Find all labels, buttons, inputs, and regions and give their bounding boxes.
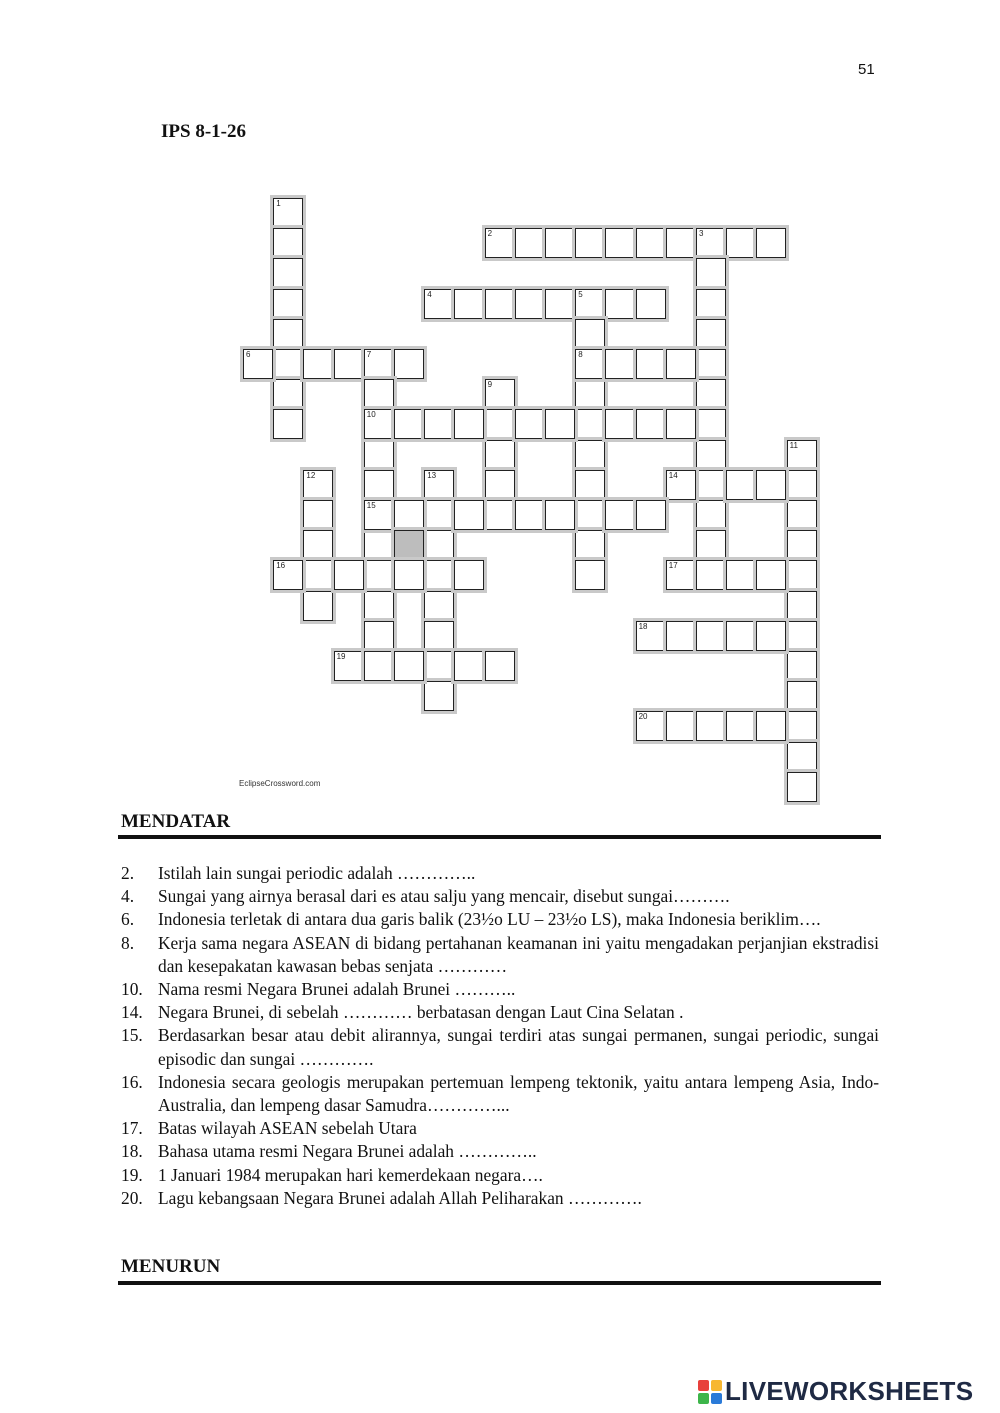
clue-item-number: 2. [121, 863, 135, 883]
mendatar-clue-list [121, 862, 879, 1210]
crossword-cell[interactable] [273, 228, 303, 258]
clue-item-text: Istilah lain sungai periodic adalah ………….. [158, 863, 476, 883]
clue-item [121, 1117, 879, 1140]
crossword-cell[interactable] [726, 470, 756, 500]
crossword-cell[interactable] [424, 621, 454, 651]
logo-square-yellow [711, 1380, 722, 1391]
clue-item [121, 932, 879, 978]
crossword-cell[interactable] [726, 711, 756, 741]
clue-item-number: 6. [121, 909, 135, 930]
crossword-cell[interactable] [454, 409, 484, 439]
crossword-cell[interactable] [334, 651, 364, 681]
crossword-cell[interactable] [575, 228, 605, 258]
crossword-cell[interactable] [364, 409, 394, 439]
clue-item [121, 862, 879, 885]
crossword-cell[interactable] [787, 681, 817, 711]
crossword-cell[interactable] [666, 409, 696, 439]
crossword-cell[interactable] [394, 349, 424, 379]
crossword-cell[interactable] [605, 500, 635, 530]
crossword-cell[interactable] [787, 591, 817, 621]
crossword-cell[interactable] [575, 319, 605, 349]
crossword-cell[interactable] [485, 409, 515, 439]
clue-number: 9 [487, 380, 493, 390]
clue-item-text: Sungai yang airnya berasal dari es atau salju yang mencair, disebut sungai………. [158, 886, 730, 907]
clue-item [121, 885, 879, 908]
crossword-cell[interactable] [696, 409, 726, 439]
crossword-cell[interactable] [394, 651, 424, 681]
mendatar-rule [118, 835, 881, 839]
crossword-cell[interactable] [364, 379, 394, 409]
crossword-cell[interactable] [787, 560, 817, 590]
crossword-cell[interactable] [424, 530, 454, 560]
crossword-cell[interactable] [787, 440, 817, 470]
clue-item-number: 4. [121, 886, 135, 907]
crossword-cell[interactable] [726, 228, 756, 258]
crossword-cell[interactable] [424, 681, 454, 711]
clue-number: 17 [668, 561, 678, 571]
liveworksheets-logo[interactable] [698, 1376, 973, 1407]
crossword-cell[interactable] [273, 258, 303, 288]
clue-item-number: 15. [121, 1025, 143, 1046]
clue-item-number: 16. [121, 1071, 143, 1092]
crossword-cell[interactable] [364, 349, 394, 379]
clue-item-text: Lagu kebangsaan Negara Brunei adalah Allah Peliharakan …………. [158, 1187, 642, 1208]
crossword-cell[interactable] [696, 500, 726, 530]
clue-number: 4 [427, 289, 432, 299]
crossword-cell[interactable] [787, 500, 817, 530]
crossword-cell[interactable] [545, 228, 575, 258]
crossword-cell[interactable] [666, 349, 696, 379]
crossword-cell[interactable] [787, 711, 817, 741]
crossword-cell[interactable] [485, 379, 515, 409]
clue-number: 5 [578, 289, 583, 299]
crossword-cell[interactable] [364, 470, 394, 500]
crossword-cell[interactable] [485, 470, 515, 500]
clue-item-number: 17. [121, 1118, 143, 1139]
crossword-cell[interactable] [273, 319, 303, 349]
clue-item-number: 14. [121, 1002, 143, 1023]
clue-item-text: Negara Brunei, di sebelah ………… berbatasan dengan Laut Cina Selatan . [158, 1002, 684, 1023]
crossword-cell[interactable] [636, 289, 666, 319]
clue-number: 7 [366, 350, 372, 359]
crossword-cell[interactable] [515, 228, 545, 258]
crossword-cell[interactable] [756, 228, 786, 258]
crossword-cell[interactable] [636, 711, 666, 741]
crossword-cell[interactable] [273, 198, 303, 228]
crossword-cell[interactable] [787, 651, 817, 681]
crossword-cell[interactable] [454, 500, 484, 530]
crossword-cell[interactable] [756, 711, 786, 741]
crossword-cell[interactable] [424, 289, 454, 319]
crossword-cell[interactable] [575, 500, 605, 530]
crossword-cell[interactable] [666, 470, 696, 500]
crossword-cell[interactable] [364, 560, 394, 590]
clue-number: 18 [638, 621, 648, 631]
crossword-cell[interactable] [545, 289, 575, 319]
clue-item [121, 908, 879, 931]
crossword-cell[interactable] [273, 379, 303, 409]
crossword-cell[interactable] [726, 621, 756, 651]
crossword-cell[interactable] [696, 228, 726, 258]
crossword-cell[interactable] [485, 440, 515, 470]
crossword-cell[interactable] [726, 560, 756, 590]
crossword-cell[interactable] [424, 409, 454, 439]
crossword-cell[interactable] [696, 379, 726, 409]
crossword-cell[interactable] [303, 560, 333, 590]
crossword-cell[interactable] [756, 621, 786, 651]
crossword-cell[interactable] [787, 742, 817, 772]
crossword-cell[interactable] [303, 530, 333, 560]
mendatar-title: MENDATAR [121, 811, 231, 832]
crossword-cell[interactable] [243, 349, 273, 379]
liveworksheets-logo-icon [698, 1380, 722, 1404]
clue-item [121, 1187, 879, 1210]
crossword-cell[interactable] [515, 500, 545, 530]
crossword-credit: EclipseCrossword.com [239, 779, 321, 788]
crossword-cell[interactable] [666, 711, 696, 741]
clue-item-number: 10. [121, 979, 143, 1000]
crossword-cell[interactable] [273, 560, 303, 590]
crossword-cell[interactable] [334, 349, 364, 379]
crossword-cell[interactable] [696, 258, 726, 288]
logo-square-green [698, 1393, 709, 1404]
crossword-cell[interactable] [364, 530, 394, 560]
crossword-cell[interactable] [303, 349, 333, 379]
clue-item-number: 8. [121, 932, 135, 953]
shaded-cell [394, 530, 424, 560]
crossword-cell[interactable] [696, 621, 726, 651]
crossword-cell[interactable] [424, 591, 454, 621]
crossword-cell[interactable] [696, 470, 726, 500]
clue-item-text: Indonesia secara geologis merupakan pertemuan lempeng tektonik, yaitu antara lempeng Asia, Indo-Australia, dan lempeng dasar Samudra…………... [158, 1071, 879, 1116]
clue-item-text: Kerja sama negara ASEAN di bidang pertahanan keamanan ini yaitu mengadakan perjanjian ekstradisi dan kesepakatan kawasan bebas senjata ………… [158, 932, 879, 976]
crossword-cell[interactable] [575, 349, 605, 379]
clue-number: 1 [276, 199, 281, 208]
crossword-cell[interactable] [636, 409, 666, 439]
clue-number: 2 [487, 229, 493, 239]
crossword-cell[interactable] [273, 409, 303, 439]
crossword-cell[interactable] [666, 560, 696, 590]
clue-item [121, 1071, 879, 1117]
crossword-cell[interactable] [273, 349, 303, 379]
crossword-cell[interactable] [364, 621, 394, 651]
crossword-cell[interactable] [787, 530, 817, 560]
crossword-cell[interactable] [696, 560, 726, 590]
crossword-cell[interactable] [364, 500, 394, 530]
clue-item [121, 1140, 879, 1163]
crossword-cell[interactable] [394, 500, 424, 530]
crossword-cell[interactable] [364, 591, 394, 621]
crossword-cell[interactable] [605, 349, 635, 379]
crossword-cell[interactable] [545, 500, 575, 530]
crossword-cell[interactable] [787, 772, 817, 802]
clue-item-text: Berdasarkan besar atau debit alirannya, sungai terdiri atas sungai permanen, sungai periodic, sungai episodic dan sungai …………. [158, 1025, 879, 1069]
logo-text: LIVEWORKSHEETS [725, 1376, 974, 1406]
logo-square-red [698, 1380, 709, 1391]
clue-number: 10 [366, 410, 376, 420]
crossword-cell[interactable] [364, 440, 394, 470]
crossword-cell[interactable] [666, 228, 696, 258]
crossword-cell[interactable] [575, 289, 605, 319]
clue-item-text: Bahasa utama resmi Negara Brunei adalah ………….. [158, 1141, 537, 1162]
clue-number: 3 [699, 229, 704, 239]
crossword-cell[interactable] [454, 560, 484, 590]
clue-number: 20 [638, 712, 648, 722]
crossword-grid [243, 198, 816, 771]
crossword-cell[interactable] [424, 651, 454, 681]
crossword-cell[interactable] [636, 228, 666, 258]
crossword-cell[interactable] [696, 440, 726, 470]
crossword-cell[interactable] [545, 409, 575, 439]
crossword-cell[interactable] [364, 651, 394, 681]
clue-number: 16 [276, 561, 286, 571]
clue-item-number: 20. [121, 1187, 143, 1208]
crossword-cell[interactable] [515, 289, 545, 319]
crossword-cell[interactable] [303, 591, 333, 621]
clue-item [121, 1001, 879, 1024]
crossword-cell[interactable] [787, 470, 817, 500]
crossword-cell[interactable] [696, 711, 726, 741]
crossword-cell[interactable] [303, 470, 333, 500]
crossword-cell[interactable] [394, 560, 424, 590]
clue-number: 12 [306, 470, 316, 480]
clue-item-number: 18. [121, 1141, 143, 1162]
crossword-cell[interactable] [605, 409, 635, 439]
crossword-cell[interactable] [454, 289, 484, 319]
crossword-cell[interactable] [515, 409, 545, 439]
crossword-cell[interactable] [696, 289, 726, 319]
crossword-cell[interactable] [636, 621, 666, 651]
crossword-cell[interactable] [334, 560, 364, 590]
crossword-cell[interactable] [605, 228, 635, 258]
crossword-cell[interactable] [605, 289, 635, 319]
crossword-cell[interactable] [485, 289, 515, 319]
crossword-cell[interactable] [575, 440, 605, 470]
clue-number: 11 [789, 440, 798, 450]
crossword-cell[interactable] [394, 409, 424, 439]
crossword-cell[interactable] [636, 349, 666, 379]
clue-item [121, 1024, 879, 1070]
crossword-cell[interactable] [696, 349, 726, 379]
page-number: 51 [858, 61, 875, 78]
crossword-cell[interactable] [666, 621, 696, 651]
crossword-cell[interactable] [485, 500, 515, 530]
crossword-cell[interactable] [756, 470, 786, 500]
crossword-cell[interactable] [485, 651, 515, 681]
logo-square-blue [711, 1393, 722, 1404]
crossword-cell[interactable] [756, 560, 786, 590]
clue-number: 14 [668, 470, 678, 480]
crossword-cell[interactable] [575, 530, 605, 560]
clue-item-text: 1 Januari 1984 merupakan hari kemerdekaan negara…. [158, 1164, 543, 1185]
clue-item-text: Indonesia terletak di antara dua garis balik (23½o LU – 23½o LS), maka Indonesia beriklim…. [158, 909, 821, 930]
crossword-cell[interactable] [575, 379, 605, 409]
clue-number: 19 [336, 652, 346, 661]
crossword-cell[interactable] [424, 560, 454, 590]
clue-item-text: Nama resmi Negara Brunei adalah Brunei ……….. [158, 979, 516, 1000]
clue-number: 8 [578, 350, 583, 359]
clue-number: 15 [366, 501, 376, 510]
crossword-cell[interactable] [424, 500, 454, 530]
crossword-cell[interactable] [424, 470, 454, 500]
crossword-cell[interactable] [575, 409, 605, 439]
clue-number: 6 [246, 350, 251, 359]
menurun-title: MENURUN [121, 1256, 221, 1277]
worksheet-code: IPS 8-1-26 [161, 121, 246, 142]
crossword-cell[interactable] [787, 621, 817, 651]
crossword-cell[interactable] [575, 470, 605, 500]
crossword-cell[interactable] [696, 319, 726, 349]
menurun-rule [118, 1281, 881, 1285]
crossword-cell[interactable] [303, 500, 333, 530]
crossword-cell[interactable] [273, 289, 303, 319]
crossword-cell[interactable] [636, 500, 666, 530]
crossword-cell[interactable] [485, 228, 515, 258]
crossword-cell[interactable] [454, 651, 484, 681]
crossword-cell[interactable] [575, 560, 605, 590]
clue-item-text: Batas wilayah ASEAN sebelah Utara [158, 1118, 417, 1139]
clue-item-number: 19. [121, 1164, 143, 1185]
crossword-cell[interactable] [696, 530, 726, 560]
clue-number: 13 [427, 470, 437, 480]
clue-item [121, 978, 879, 1001]
clue-item [121, 1164, 879, 1187]
